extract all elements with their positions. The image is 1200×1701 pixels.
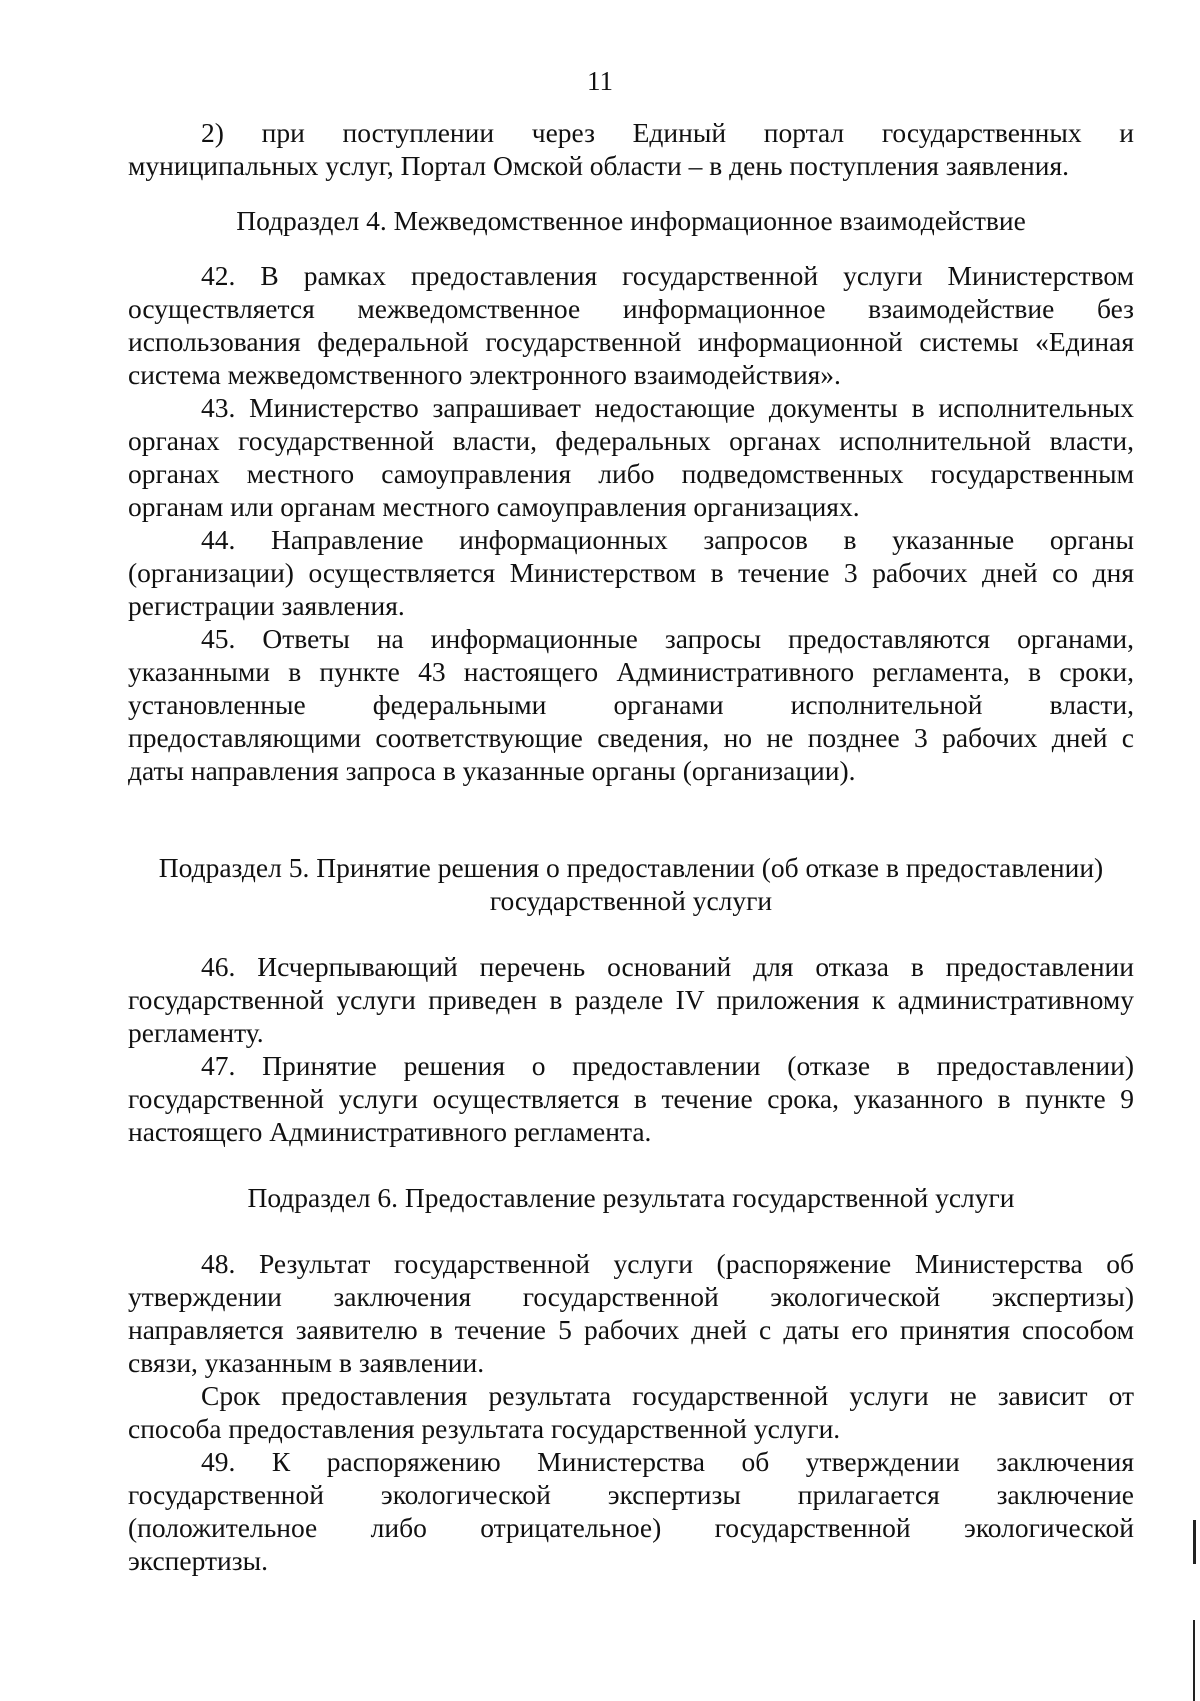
text-line: настоящего Административного регламента.	[128, 1116, 652, 1147]
text-line: органах государственной власти, федеральных органах исполнительной власти,	[128, 425, 1134, 456]
text-line: 44. Направление информационных запросов в указанные органы	[201, 524, 1134, 555]
text-line: даты направления запроса в указанные органы (организации).	[128, 755, 856, 786]
text-line: направляется заявителю в течение 5 рабочих дней с даты его принятия способом	[128, 1314, 1134, 1345]
scan-edge-mark	[1193, 1520, 1196, 1564]
text-line: 2) при поступлении через Единый портал государственных и	[201, 117, 1134, 148]
section-heading: Подраздел 6. Предоставление результата государственной услуги	[247, 1182, 1015, 1213]
text-line: осуществляется межведомственное информационное взаимодействие без	[128, 293, 1134, 324]
text-line: способа предоставления результата государственной услуги.	[128, 1413, 841, 1444]
text-line: связи, указанным в заявлении.	[128, 1347, 485, 1378]
text-line: 46. Исчерпывающий перечень оснований для отказа в предоставлении	[201, 951, 1134, 982]
text-line: экспертизы.	[128, 1545, 268, 1576]
text-line: использования федеральной государственной информационной системы «Единая	[128, 326, 1134, 357]
text-line: предоставляющими соответствующие сведения, но не позднее 3 рабочих дней с	[128, 722, 1134, 753]
text-line: (положительное либо отрицательное) государственной экологической	[128, 1512, 1134, 1543]
text-line: 43. Министерство запрашивает недостающие документы в исполнительных	[201, 392, 1134, 423]
scan-edge-mark	[1193, 1620, 1195, 1701]
section-heading: Подраздел 5. Принятие решения о предоставлении (об отказе в предоставлении)	[158, 852, 1104, 883]
text-line: 49. К распоряжению Министерства об утверждении заключения	[201, 1446, 1134, 1477]
text-line: государственной экологической экспертизы прилагается заключение	[128, 1479, 1134, 1510]
text-line: Срок предоставления результата государственной услуги не зависит от	[201, 1380, 1134, 1411]
text-line: государственной услуги осуществляется в течение срока, указанного в пункте 9	[128, 1083, 1134, 1114]
text-line: установленные федеральными органами исполнительной власти,	[128, 689, 1134, 720]
text-line: указанными в пункте 43 настоящего Административного регламента, в сроки,	[128, 656, 1134, 687]
text-line: (организации) осуществляется Министерством в течение 3 рабочих дней со дня	[128, 557, 1134, 588]
text-line: органам или органам местного самоуправления организациях.	[128, 491, 860, 522]
section-heading: Подраздел 4. Межведомственное информационное взаимодействие	[236, 205, 1026, 236]
text-line: муниципальных услуг, Портал Омской области – в день поступления заявления.	[128, 150, 1070, 181]
text-line: регистрации заявления.	[128, 590, 405, 621]
text-line: органах местного самоуправления либо подведомственных государственным	[128, 458, 1134, 489]
page-number: 11	[587, 66, 613, 96]
text-line: утверждении заключения государственной экологической экспертизы)	[128, 1281, 1134, 1312]
text-line: государственной услуги приведен в разделе IV приложения к административному	[128, 984, 1134, 1015]
text-line: регламенту.	[128, 1017, 264, 1048]
text-line: 47. Принятие решения о предоставлении (отказе в предоставлении)	[201, 1050, 1134, 1081]
section-heading: государственной услуги	[489, 885, 773, 916]
text-line: 45. Ответы на информационные запросы предоставляются органами,	[201, 623, 1134, 654]
text-line: 42. В рамках предоставления государственной услуги Министерством	[201, 260, 1134, 291]
text-line: система межведомственного электронного взаимодействия».	[128, 359, 841, 390]
text-line: 48. Результат государственной услуги (распоряжение Министерства об	[201, 1248, 1134, 1279]
